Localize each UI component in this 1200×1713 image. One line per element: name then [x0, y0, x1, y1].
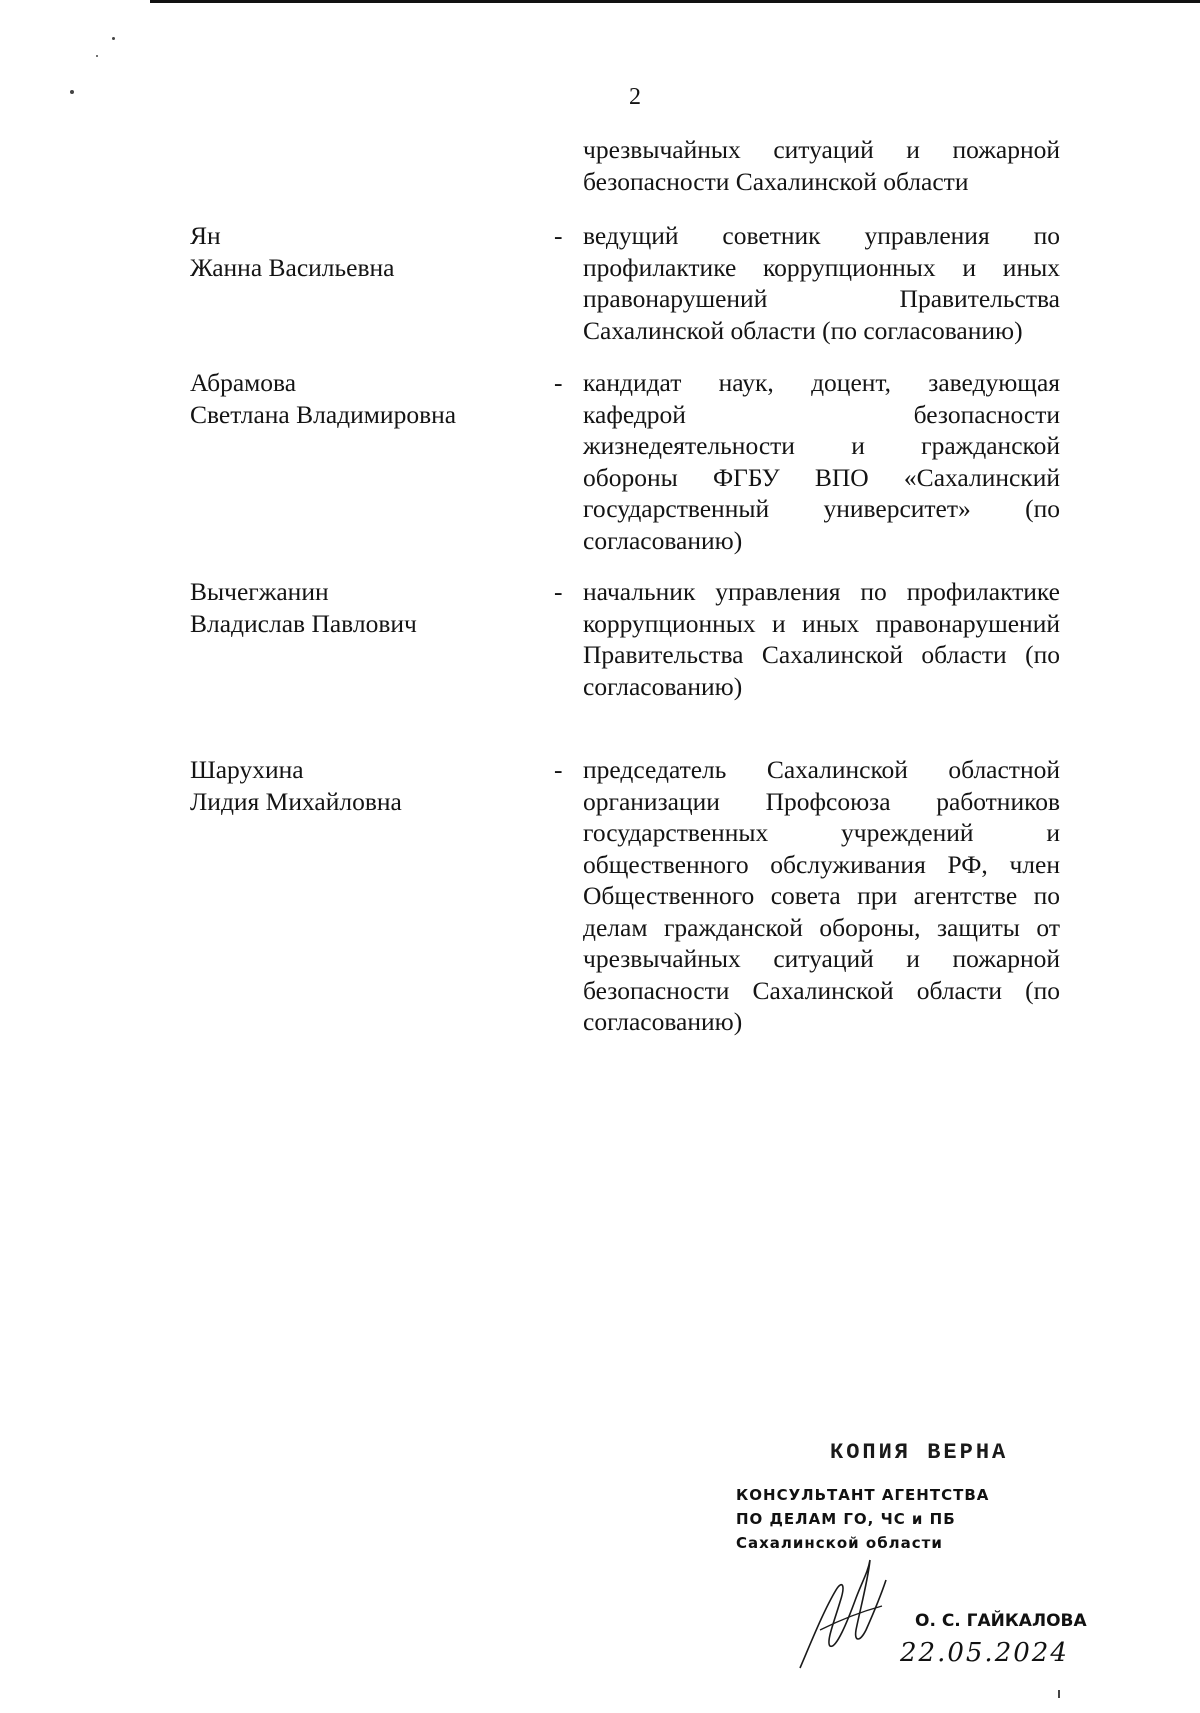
position-line: кафедрой безопасности [583, 399, 1060, 429]
scan-speck [112, 37, 115, 40]
continuation-text [583, 134, 1060, 197]
member-position [583, 576, 1060, 702]
position-line: государственный университет» (по [583, 494, 1060, 523]
position-line: обороны ФГБУ ВПО «Сахалинский [583, 462, 1060, 492]
continuation-line: чрезвычайных ситуаций и пожарной [583, 135, 1060, 164]
position-line: Сахалинской области (по согласованию) [583, 315, 1023, 345]
member-name [190, 367, 510, 430]
member-given-name: Лидия Михайловна [190, 786, 402, 816]
scan-speck [70, 90, 74, 94]
stamp-title: КОПИЯ ВЕРНА [830, 1440, 1009, 1465]
position-line: правонарушений Правительства [583, 284, 1060, 313]
position-line: начальник управления по профилактике [583, 577, 1060, 606]
scan-speck [96, 55, 98, 57]
position-line: профилактике коррупционных и иных [583, 252, 1060, 282]
position-line: организации Профсоюза работников [583, 786, 1060, 816]
position-line: государственных учреждений и [583, 818, 1060, 847]
dash-separator: - [554, 368, 563, 397]
member-surname: Вычегжанин [190, 577, 329, 606]
position-line: председатель Сахалинской областной [583, 755, 1060, 784]
position-line: согласованию) [583, 671, 743, 701]
member-position [583, 367, 1060, 556]
position-line: согласованию) [583, 1007, 743, 1036]
continuation-line: безопасности Сахалинской области [583, 166, 969, 196]
top-border-line [150, 0, 1200, 3]
certification-stamp [730, 1440, 1090, 1690]
position-line: делам гражданской обороны, защиты от [583, 912, 1060, 942]
position-line: коррупционных и иных правонарушений [583, 608, 1060, 638]
member-given-name: Владислав Павлович [190, 608, 417, 638]
dash-separator: - [554, 755, 563, 784]
member-position [583, 754, 1060, 1038]
stamp-position-line: КОНСУЛЬТАНТ АГЕНТСТВА [736, 1486, 990, 1504]
member-name [190, 576, 510, 639]
member-surname: Шарухина [190, 755, 304, 784]
position-line: жизнедеятельности и гражданской [583, 431, 1060, 460]
member-surname: Абрамова [190, 368, 297, 397]
member-name [190, 220, 510, 283]
member-name [190, 754, 510, 817]
position-line: Общественного совета при агентстве по [583, 881, 1060, 910]
position-line: кандидат наук, доцент, заведующая [583, 368, 1060, 397]
member-given-name: Светлана Владимировна [190, 399, 457, 429]
stamp-signer: О. С. ГАЙКАЛОВА [915, 1611, 1087, 1631]
stamp-position-line: ПО ДЕЛАМ ГО, ЧС и ПБ [736, 1510, 956, 1528]
member-position [583, 220, 1060, 346]
dash-separator: - [554, 577, 563, 606]
scan-speck [1058, 1690, 1060, 1698]
member-given-name: Жанна Васильевна [190, 252, 395, 282]
position-line: ведущий советник управления по [583, 221, 1060, 250]
position-line: общественного обслуживания РФ, член [583, 849, 1060, 879]
position-line: безопасности Сахалинской области (по [583, 975, 1060, 1005]
stamp-position-line: Сахалинской области [736, 1534, 943, 1552]
position-line: чрезвычайных ситуаций и пожарной [583, 944, 1060, 973]
handwritten-date: 22.05.2024 [900, 1638, 1069, 1668]
member-surname: Ян [190, 221, 221, 250]
page-number: 2 [629, 84, 641, 110]
dash-separator: - [554, 221, 563, 250]
position-line: Правительства Сахалинской области (по [583, 640, 1060, 669]
position-line: согласованию) [583, 525, 743, 555]
